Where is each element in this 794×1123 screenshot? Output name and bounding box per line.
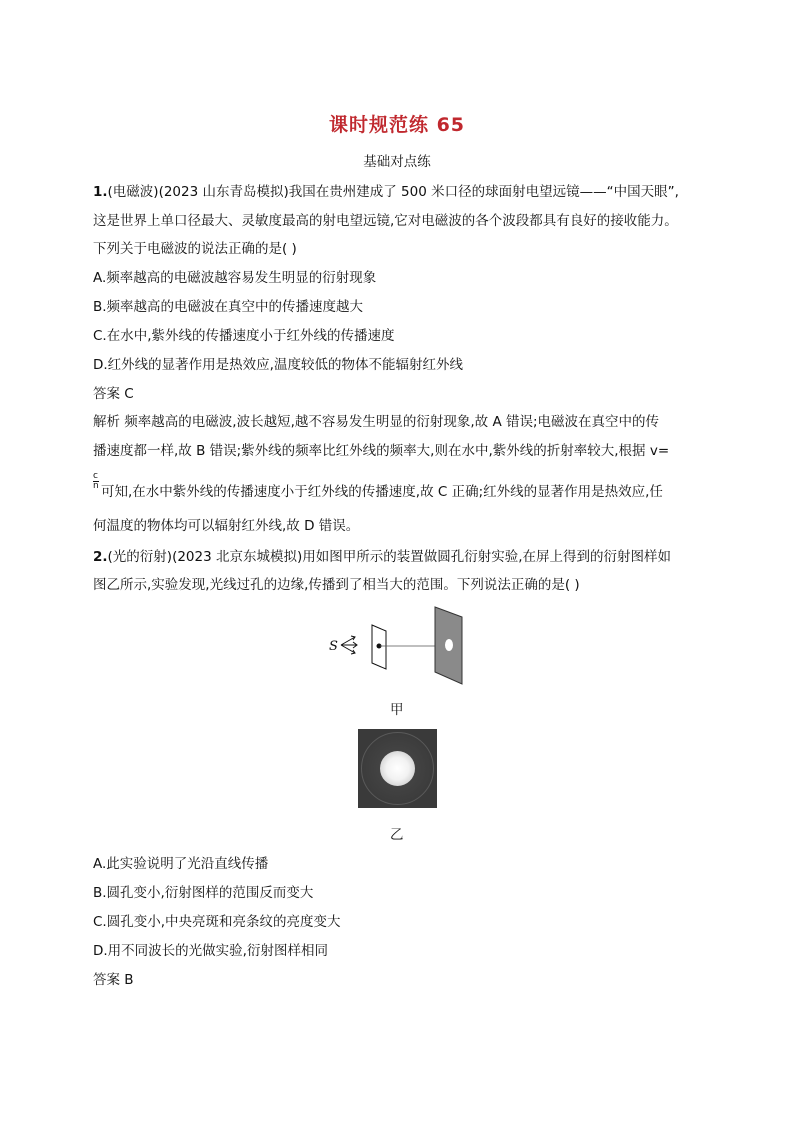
q2-option-c: C.圆孔变小,中央亮斑和亮条纹的亮度变大 xyxy=(93,914,341,930)
q1-option-a: A.频率越高的电磁波越容易发生明显的衍射现象 xyxy=(93,270,377,286)
q2-option-a: A.此实验说明了光沿直线传播 xyxy=(93,856,269,872)
central-bright-spot xyxy=(380,751,415,786)
figure-yi-label: 乙 xyxy=(390,827,404,843)
q1-stem-line-3: 下列关于电磁波的说法正确的是( ) xyxy=(93,241,297,257)
q2-stem-line-1 xyxy=(93,545,671,565)
q1-analysis-line-1: 解析 频率越高的电磁波,波长越短,越不容易发生明显的衍射现象,故 A 错误;电磁波在真空中的传 xyxy=(93,414,660,430)
page-title: 课时规范练 65 xyxy=(328,114,466,136)
diffraction-pattern-photo xyxy=(358,729,437,808)
fraction-denominator: n xyxy=(93,481,99,491)
q1-analysis-line-3: 可知,在水中紫外线的传播速度小于红外线的传播速度,故 C 正确;红外线的显著作用是热效应,任 xyxy=(101,484,663,500)
figure-jia-label: 甲 xyxy=(390,702,404,718)
q1-option-b: B.频率越高的电磁波在真空中的传播速度越大 xyxy=(93,299,364,315)
q1-number: 1. xyxy=(93,184,108,200)
q2-number: 2. xyxy=(93,549,108,565)
light-source-rays xyxy=(341,636,357,654)
q1-option-c: C.在水中,紫外线的传播速度小于红外线的传播速度 xyxy=(93,328,395,344)
q1-stem-line-2: 这是世界上单口径最大、灵敏度最高的射电望远镜,它对电磁波的各个波段都具有良好的接收能力。 xyxy=(93,213,678,229)
q1-option-d: D.红外线的显著作用是热效应,温度较低的物体不能辐射红外线 xyxy=(93,357,463,373)
q2-option-b: B.圆孔变小,衍射图样的范围反而变大 xyxy=(93,885,314,901)
q2-answer: 答案 B xyxy=(93,972,134,988)
q1-stem-text-1: (电磁波)(2023 山东青岛模拟)我国在贵州建成了 500 米口径的球面射电望远镜——“中国天眼”, xyxy=(107,184,679,200)
q2-stem-text-1: (光的衍射)(2023 北京东城模拟)用如图甲所示的装置做圆孔衍射实验,在屏上得到的衍射图样如 xyxy=(107,549,672,565)
light-source-label: S xyxy=(329,639,338,654)
q2-option-d: D.用不同波长的光做实验,衍射图样相同 xyxy=(93,943,328,959)
q1-stem-line-1 xyxy=(93,180,679,200)
q1-analysis-line-2: 播速度都一样,故 B 错误;紫外线的频率比红外线的频率大,则在水中,紫外线的折射率较大,根据 v= xyxy=(93,443,670,459)
q2-stem-line-2: 图乙所示,实验发现,光线过孔的边缘,传播到了相当大的范围。下列说法正确的是( ) xyxy=(93,577,580,593)
q1-answer: 答案 C xyxy=(93,386,134,402)
diffraction-apparatus-figure xyxy=(327,605,467,687)
q1-analysis-line-4: 何温度的物体均可以辐射红外线,故 D 错误。 xyxy=(93,518,360,534)
screen-light-spot xyxy=(445,639,453,651)
fraction-numerator: c xyxy=(93,471,98,481)
section-heading: 基础对点练 xyxy=(363,154,431,170)
